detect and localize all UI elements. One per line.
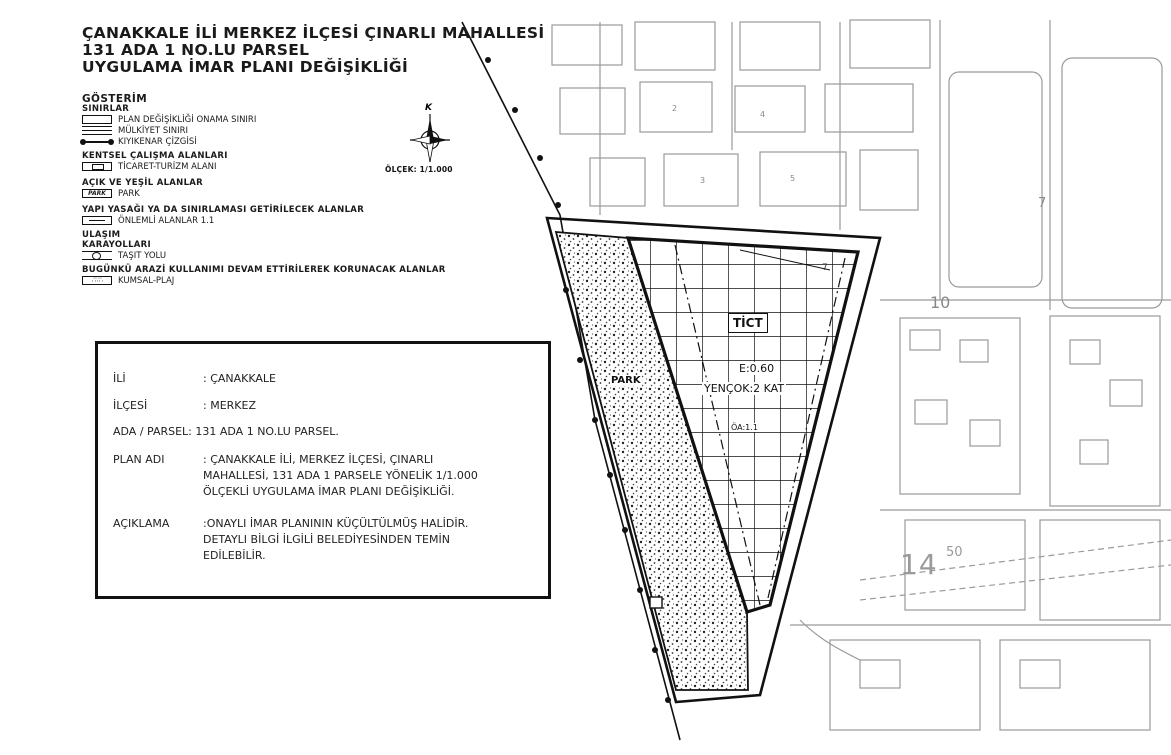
il-value: : ÇANAKKALE [203,372,276,385]
emsal-label: E:0.60 [739,362,775,375]
info-row-ilce [113,398,256,414]
title-line-1: ÇANAKKALE İLİ MERKEZ İLÇESİ ÇINARLI MAHALLESİ [82,24,545,42]
legend-item-label: MÜLKİYET SINIRI [118,125,189,136]
legend-section-bugunku: BUGÜNKÜ ARAZİ KULLANIMI DEVAM ETTİRİLEREK KORUNACAK ALANLAR [82,265,446,275]
legend-section-ulasim: ULAŞIM [82,230,121,240]
legend-section-kentsel: KENTSEL ÇALIŞMA ALANLARI [82,151,228,161]
coastline-icon [82,137,112,146]
ticaret-code-label: TİCT [728,313,768,333]
legend-section-yapi: YAPI YASAĞI YA DA SINIRLAMASI GETİRİLECEK ALANLAR [82,205,365,215]
legend-item-label: KIYIKENAR ÇİZGİSİ [118,136,197,147]
block-number: 2 [672,104,678,113]
block-number: 5 [790,174,796,183]
legend-heading: GÖSTERİM [82,93,148,105]
legend-section-acik: AÇIK VE YEŞİL ALANLAR [82,178,204,188]
boundary-symbol-icon [82,115,112,124]
road-symbol-icon [82,251,112,260]
legend-item-label: KUMSAL-PLAJ [118,275,175,286]
plan-title [82,25,544,76]
block-number: 3 [700,176,706,185]
legend-item-ticaret [82,161,552,172]
legend-item-kiyikenar [82,136,552,147]
north-label: K [425,103,432,113]
legend-item-kumsal [82,275,552,286]
park-label: PARK [611,375,641,386]
il-label: İLİ [113,372,126,385]
legend-item-label: TAŞIT YOLU [118,250,167,261]
legend-item-tasit-yolu [82,250,552,261]
aciklama-label: AÇIKLAMA [113,517,170,530]
info-box [95,341,551,599]
plan-adi-value: : ÇANAKKALE İLİ, MERKEZ İLÇESİ, ÇINARLI MAHALLESİ, 131 ADA 1 PARSELE YÖNELİK 1/1.000 ÖLÇEKLİ UYGULAMA İMAR PLANI DEĞİŞİKLİĞİ. [203,453,478,498]
legend-item-onlemli [82,215,552,226]
restricted-zone-icon [82,216,112,225]
legend [82,94,552,286]
info-row-plan-adi [113,452,478,500]
legend-item-label: PLAN DEĞİŞİKLİĞİ ONAMA SINIRI [118,114,257,125]
ada-parsel-line: ADA / PARSEL: 131 ADA 1 NO.LU PARSEL. [113,425,339,438]
legend-item-label: PARK [118,188,140,199]
legend-item-label: TİCARET-TURİZM ALANI [118,161,217,172]
legend-item-park [82,188,552,199]
aciklama-value: :ONAYLI İMAR PLANININ KÜÇÜLTÜLMÜŞ HALİDİR. DETAYLI BİLGİ İLGİLİ BELEDİYESİNDEN TEMİN EDİLEBİLİR. [203,517,469,562]
scale-label: ÖLÇEK: 1/1.000 [385,165,453,174]
block-number: 50 [946,545,963,560]
info-row-il [113,371,276,387]
oa-label: ÖA:1.1 [731,423,758,432]
legend-item-mulkiyet-siniri [82,125,552,136]
beach-symbol-icon: ∴∵∴ [82,276,112,285]
legend-item-label: ÖNLEMLİ ALANLAR 1.1 [118,215,215,226]
block-number: 14 [900,548,938,581]
commercial-zone-icon [82,162,112,171]
property-line-icon [82,126,112,135]
park-symbol-icon: PARK [82,189,112,198]
north-arrow-icon [396,100,466,170]
legend-section-sinirlar: SINIRLAR [82,104,130,114]
yencok-label: YENÇOK:2 KAT [704,382,785,395]
info-row-aciklama [113,516,468,564]
block-number: 7 [822,263,828,273]
ilce-value: : MERKEZ [203,399,256,412]
block-number: 10 [930,293,951,312]
legend-item-onama-siniri [82,114,552,125]
ilce-label: İLÇESİ [113,399,148,412]
legend-subsection-karayollari: KARAYOLLARI [82,240,151,250]
plan-adi-label: PLAN ADI [113,453,165,466]
block-number: 7 [1038,196,1047,211]
title-line-2: 131 ADA 1 NO.LU PARSEL [82,41,310,59]
title-line-3: UYGULAMA İMAR PLANI DEĞİŞİKLİĞİ [82,58,409,76]
block-number: 4 [760,110,766,119]
